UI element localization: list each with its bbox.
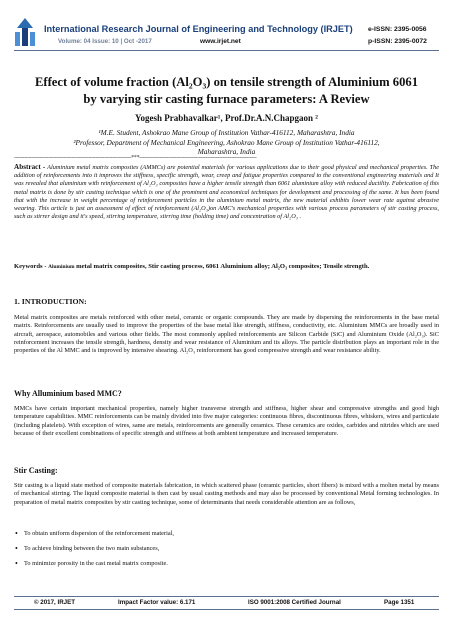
why-paragraph: MMCs have certain important mechanical properties, namely higher transverse strength and stiffness, higher shear and compressive strengths and good high temperature capabilities. MMC reinforcements can be mainly divided into five major categories: continuous fibres, discontinuous fibres, whiskers, wires and particulate (including platelets). With exception of wires, same are metals, reinforcements are generally ceramics. These ceramics are oxides, carbides and nitrides which are used because of their excellent combinations of specific strength and stiffness at both ambient temperature and increased temperature.: [14, 405, 439, 437]
page-footer: [14, 596, 439, 610]
list-item: • To minimize porosity in the cast metal matrix composite.: [24, 560, 168, 567]
journal-header: [0, 0, 453, 62]
title-line-2: by varying stir casting furnace parameters: A Review: [83, 92, 370, 106]
journal-name: International Research Journal of Engineering and Technology (IRJET): [44, 24, 353, 34]
journal-website[interactable]: www.irjet.net: [200, 38, 241, 45]
why-heading: Why Alluminium based MMC?: [14, 389, 122, 398]
introduction-paragraph: Metal matrix composites are metals reinforced with other metal, ceramic or organic compounds. They are made by dispersing the reinforcements in the base metal matrix. Reinforcements are usually used to improve the properties of the base metal like strength, stiffness, conductivity, etc. Aluminium MMCs are broadly used in aircraft, aerospace, automobiles and various other fields. The most commonly applied reinforcements are Silicon Carbide (SiC) and Aluminium Oxide (Al₂O₃). SiC reinforcement increases the tensile strength, hardness, density and wear resistance of Aluminium and its alloys. The particle distribution plays an important role in the properties of the Al MMC and is improved by intensive shearing. Al₂O₃ reinforcement has good compressive strength and wear resistance ability.: [14, 314, 439, 355]
affiliation-2-location: Maharashtra, India: [197, 147, 256, 156]
section-separator: ---------------------------------------------------------------------***---------------------------------------------------------------------: [14, 155, 257, 161]
title-line-1: Effect of volume fraction (Al₂O₃) on tensile strength of Aluminium 6061: [35, 75, 418, 89]
header-rule: [14, 50, 439, 51]
list-item: • To obtain uniform dispersion of the reinforcement material,: [24, 530, 174, 537]
authors: Yogesh Prabhavalkar¹, Prof.Dr.A.N.Chapgaon ²: [135, 113, 318, 123]
keywords: [14, 262, 439, 272]
abstract-text: Aluminium metal matrix composites (AMMCs) are potential materials for various applications due to their good physical and mechanical properties. The addition of reinforcements into it improves the stiffness, specific strength, wear, creep and fatigue properties compared to the conventional engineering materials and It was revealed that aluminium with reinforcement of Al₂O₃ composites have a higher tensile strength than 6061 aluminium alloy with reduced ductility. Fabrication of this metal matrix is done by stir casting technique which is one of the prominent and economical techniques for development and processing of the same. It has been found that with the increase in weight percentage of reinforcement particles in the aluminium metal matrix, the new material exhibits lower wear rate against abrasive wearing. This article is just an assessment of effect of reinforcement (Al₂O₃)on AMC's mechanical properties with various process parameters of stir casting process, such as stirrer design and it's speed, stirring temperature, stirring time (holding time) and concentration of Al₂O₃ .: [14, 164, 440, 221]
footer-copyright: © 2017, IRJET: [34, 599, 76, 606]
keywords-text: metal matrix composites, Stir casting process, 6061 Aluminium alloy; Al₂O₃ composites; Tensile strength.: [74, 263, 370, 270]
footer-impact-factor: Impact Factor value: 6.171: [118, 599, 196, 606]
keywords-small: Aluminium: [48, 264, 75, 270]
abstract-label: Abstract -: [14, 163, 46, 171]
footer-iso: ISO 9001:2008 Certified Journal: [248, 599, 341, 606]
stir-casting-heading: Stir Casting:: [14, 466, 58, 475]
stir-casting-paragraph: Stir casting is a liquid state method of composite materials fabrication, in which scattered phase (ceramic particles, short fibers) is mixed with a molten metal by means of mechanical stirring. The liquid composite material is then cast by usual casting methods and may also be processed by conventional Metal forming technologies. In preparation of metal matrix composites by stir casting technique, some of determinants that needs considerable attention are as follows,: [14, 482, 439, 506]
e-issn: e-ISSN: 2395-0056: [368, 26, 427, 33]
paper-title: [20, 74, 433, 108]
abstract: [14, 163, 439, 221]
p-issn: p-ISSN: 2395-0072: [368, 38, 427, 45]
journal-volume: Volume: 04 Issue: 10 | Oct -2017: [58, 38, 152, 45]
footer-page-number: Page 1351: [384, 599, 415, 606]
list-item: • To achieve binding between the two main substances,: [24, 545, 159, 552]
irjet-logo-icon: [12, 18, 38, 48]
keywords-label: Keywords -: [14, 263, 49, 270]
affiliation-2: ²Professor, Department of Mechanical Engineering, Ashokrao Mane Group of Institution Vathar-416112,: [73, 137, 380, 147]
affiliation-1: ¹M.E. Student, Ashokrao Mane Group of Institution Vathar-416112, Maharashtra, India: [98, 128, 355, 137]
section-introduction-heading: 1. INTRODUCTION:: [14, 297, 87, 306]
